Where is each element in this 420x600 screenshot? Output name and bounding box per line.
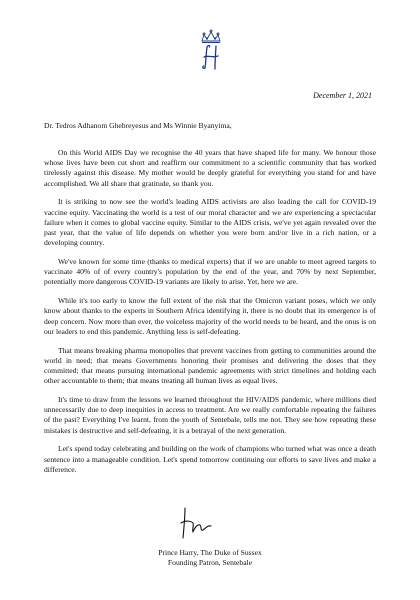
royal-coronet-monogram-icon [196, 28, 226, 72]
paragraph: It's time to draw from the lessons we learned throughout the HIV/AIDS pandemic, where millions died unnecessarily due to deep inequities in access to treatment. Are we really comfortable repeating the failures of the past? Everything I've learnt, from the youth of Sentebale, tells me not. They see how repeating these mistakes is destructive and self-defeating, it is a betrayal of the next generation. [44, 395, 376, 435]
letter-date: December 1, 2021 [313, 91, 372, 100]
letter-body [44, 148, 376, 484]
paragraph: While it's too early to know the full extent of the risk that the Omicron variant poses, which we only know about thanks to the experts in Southern Africa identifying it, there is no doubt that its emergence is of deep concern. Now more than ever, the voiceless majority of the world needs to be heard, and the onus is on our leaders to end this pandemic. Anything less is self-defeating. [44, 296, 376, 336]
paragraph: That means breaking pharma monopolies that prevent vaccines from getting to communities around the world in need; that means Governments honoring their promises and delivering the doses that they committed; that means pursuing international pandemic agreements with strict timelines and holding each other accountable to them; that means treating all human lives as equal lives. [44, 345, 376, 386]
salutation: Dr. Tedros Adhanom Ghebreyesus and Ms Winnie Byanyima, [44, 121, 232, 130]
paragraph: On this World AIDS Day we recognise the 40 years that have shaped life for many. We honour those whose lives have been cut short and reaffirm our commitment to a scientific community that has worked tirelessly against this disease. My mother would be deeply grateful for everything you stand for and have accomplished. We all share that gratitude, so thank you. [44, 148, 376, 188]
handwritten-signature-icon [176, 505, 216, 541]
signoff-role: Founding Patron, Sentebale [167, 558, 253, 567]
paragraph: We've known for some time (thanks to medical experts) that if we are unable to meet agreed targets to vaccinate 40% of of every country's population by the end of the year, and 70% by next September, potentially more dangerous COVID-19 variants are likely to arise. Yet, here we are. [44, 257, 376, 287]
paragraph: Let's spend today celebrating and building on the work of champions who turned what was once a death sentence into a manageable condition. Let's spend tomorrow continuing our efforts to save lives and make a difference. [44, 444, 376, 474]
signoff-name: Prince Harry, The Duke of Sussex [158, 548, 262, 557]
paragraph: It is striking to now see the world's leading AIDS activists are also leading the call for COVID-19 vaccine equity. Vaccinating the world is a test of our moral character and we are experiencing a spectacular failure when it comes to global vaccine equity. Similar to the AIDS crisis, we've yet again revealed over the past year, that the value of life depends on whether you were born and/or live in a rich nation, or a developing country. [44, 197, 376, 248]
